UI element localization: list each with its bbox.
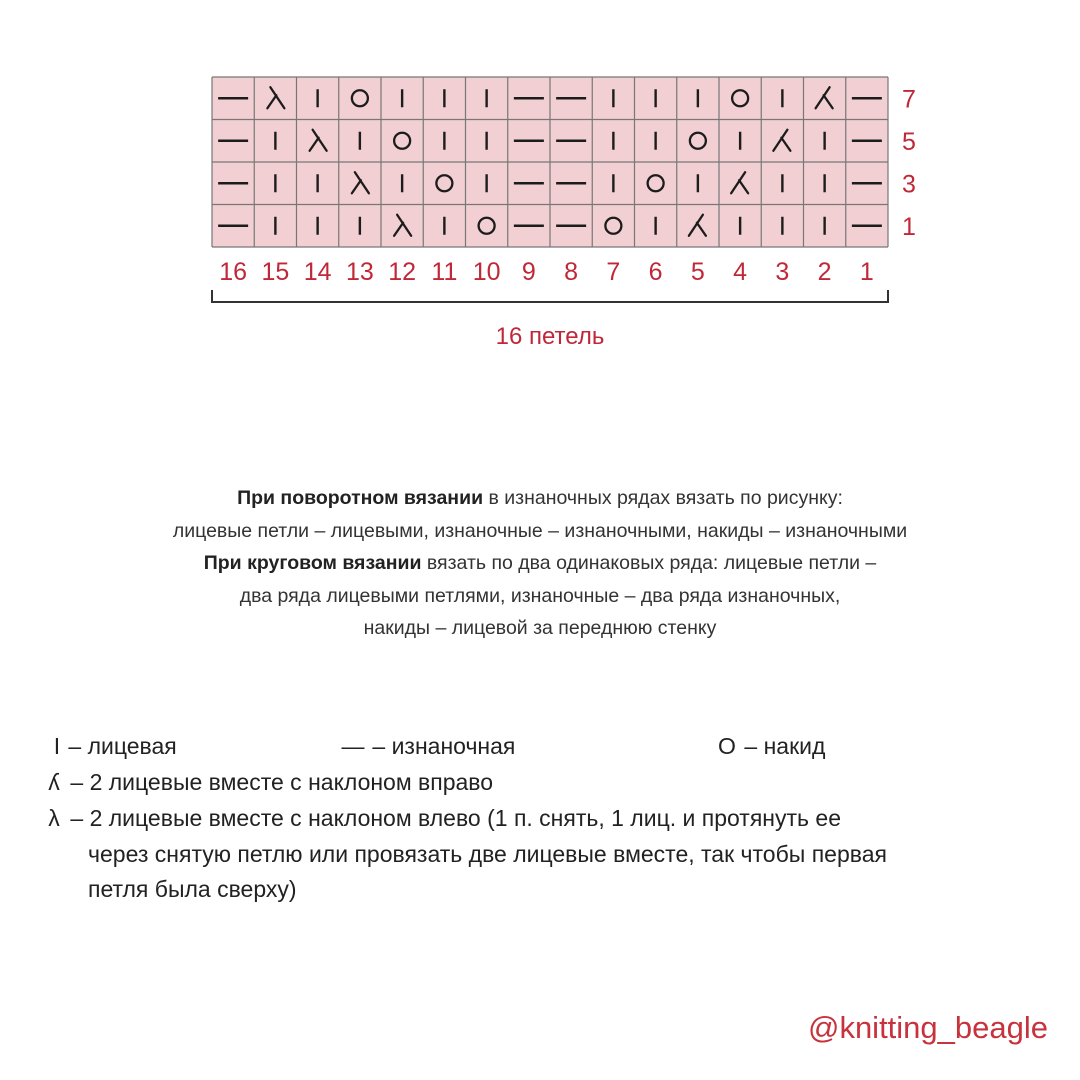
column-number-label: 16 <box>219 258 248 286</box>
instruction-round-text: вязать по два одинаковых ряда: лицевые петли – <box>421 552 877 574</box>
column-number-label: 5 <box>690 258 705 286</box>
row-number-label: 7 <box>902 85 916 114</box>
column-number-label: 14 <box>303 258 332 286</box>
instruction-line-2: лицевые петли – лицевыми, изнаночные – изнаночными, накиды – изнаночными <box>172 519 908 542</box>
instructions <box>60 482 1020 645</box>
row-number-label: 1 <box>902 212 916 241</box>
instruction-line-4: два ряда лицевыми петлями, изнаночные – два ряда изнаночных, <box>239 584 841 607</box>
column-number-label: 4 <box>733 258 748 286</box>
legend-k2tog-label: – 2 лицевые вместе с наклоном вправо <box>70 769 494 795</box>
column-number-label: 2 <box>817 258 832 286</box>
knit-icon: I <box>53 733 61 759</box>
stitch-count-bracket <box>212 290 888 302</box>
column-number-label: 13 <box>345 258 374 286</box>
row-number-label: 5 <box>902 127 916 156</box>
k2tog-right-icon: ʎ <box>48 769 60 795</box>
stitch-count-label: 16 петель <box>495 323 605 350</box>
legend-ssk-label-1: – 2 лицевые вместе с наклоном влево (1 п. снять, 1 лиц. и протянуть ее <box>70 805 841 831</box>
column-number-label: 3 <box>775 258 790 286</box>
column-number-label: 15 <box>261 258 290 286</box>
watermark: @knitting_beagle <box>807 1010 1048 1045</box>
instruction-flat-heading: При поворотном вязании <box>237 487 484 509</box>
column-number-label: 8 <box>564 258 579 286</box>
column-number-label: 9 <box>521 258 536 286</box>
legend-ssk-label-3: петля была сверху) <box>88 876 297 902</box>
instruction-flat-text: в изнаночных рядах вязать по рисунку: <box>483 487 843 509</box>
instruction-line-1 <box>60 482 1020 515</box>
instruction-round-heading: При круговом вязании <box>203 552 422 574</box>
column-number-label: 12 <box>388 258 417 286</box>
legend-purl-label: – изнаночная <box>372 733 516 759</box>
yarn-over-icon: O <box>718 733 736 759</box>
legend-knit-label: – лицевая <box>68 733 177 759</box>
column-number-label: 1 <box>859 258 874 286</box>
column-number-label: 11 <box>431 258 458 286</box>
instruction-line-3 <box>60 547 1020 580</box>
legend-yo-label: – накид <box>744 733 826 759</box>
column-number-label: 6 <box>648 258 663 286</box>
column-number-label: 7 <box>606 258 621 286</box>
column-number-label: 10 <box>472 258 501 286</box>
k2tog-left-icon: λ <box>48 805 60 831</box>
legend-ssk-label-2: через снятую петлю или провязать две лицевые вместе, так чтобы первая <box>88 841 887 867</box>
instruction-line-5: накиды – лицевой за переднюю стенку <box>363 617 717 639</box>
row-number-label: 3 <box>902 170 916 199</box>
purl-icon: — <box>341 733 365 759</box>
